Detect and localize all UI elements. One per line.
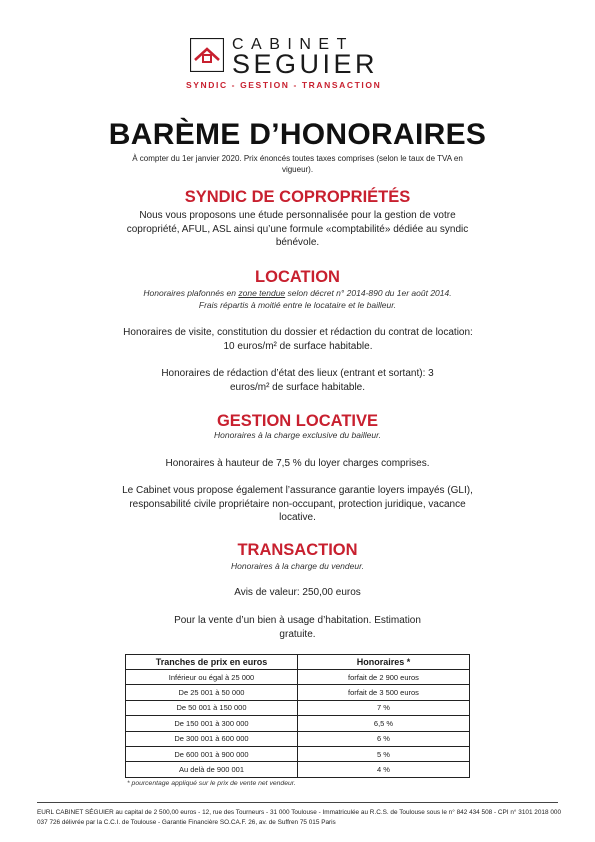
- table-cell-range: Au delà de 900 001: [126, 762, 298, 777]
- location-note-part1: Honoraires plafonnés en: [143, 288, 239, 298]
- location-note-part2: selon décret n° 2014-890 du 1er août 2014.: [285, 288, 452, 298]
- table-cell-fee: forfait de 3 500 euros: [298, 685, 470, 700]
- gestion-insurance: Le Cabinet vous propose également l’assurance garantie loyers impayés (GLI), responsabilité civile propriétaire non-occupant, protection juridique, vacance locative.: [122, 485, 473, 523]
- logo-tagline: SYNDIC - GESTION - TRANSACTION: [186, 80, 382, 90]
- location-visit-fee: Honoraires de visite, constitution du dossier et rédaction du contrat de location: 10 euros/m² de surface habitable.: [123, 327, 473, 352]
- footer-legal: EURL CABINET SÉGUIER au capital de 2 500,00 euros - 12, rue des Tourneurs - 31 000 Toulouse - Immatriculée au R.C.S. de Toulouse sous le n° 842 434 508 - CPI n° 3101 2018 000 037 726 délivrée par la C.C.I. de Toulouse - Garantie Financière SO.CA.F. 26, av. de Suffren 75 015 Paris: [37, 809, 561, 826]
- table-header-row: [126, 655, 470, 670]
- table-cell-range: De 25 001 à 50 000: [126, 685, 298, 700]
- header: [0, 38, 595, 94]
- table-cell-fee: forfait de 2 900 euros: [298, 670, 470, 685]
- page-subtitle: À compter du 1er janvier 2020. Prix énoncés toutes taxes comprises (selon le taux de TVA en vigueur).: [132, 154, 463, 174]
- logo-line2: SEGUIER: [232, 49, 379, 79]
- table-cell-range: De 600 001 à 900 000: [126, 746, 298, 761]
- table-cell-range: De 300 001 à 600 000: [126, 731, 298, 746]
- transaction-valuation: Avis de valeur: 250,00 euros: [234, 587, 361, 598]
- table-row: [126, 762, 470, 777]
- table-row: [126, 670, 470, 685]
- location-note-underlined: zone tendue: [238, 288, 286, 298]
- table-cell-fee: 7 %: [298, 700, 470, 715]
- syndic-heading: SYNDIC DE COPROPRIÉTÉS: [184, 188, 411, 206]
- table-cell-range: Inférieur ou égal à 25 000: [126, 670, 298, 685]
- table-row: [126, 731, 470, 746]
- location-inventory-fee: Honoraires de rédaction d’état des lieux (entrant et sortant): 3 euros/m² de surface habitable.: [161, 368, 434, 393]
- house-logo-icon: [190, 38, 224, 72]
- transaction-heading: TRANSACTION: [237, 541, 358, 559]
- table-cell-fee: 4 %: [298, 762, 470, 777]
- table-cell-fee: 6,5 %: [298, 716, 470, 731]
- table-row: [126, 685, 470, 700]
- table-header-fees: Honoraires *: [298, 655, 470, 670]
- logo-line1: CABINET: [232, 36, 354, 53]
- gestion-note: Honoraires à la charge exclusive du bailleur.: [214, 430, 381, 440]
- transaction-sale: Pour la vente d’un bien à usage d’habitation. Estimation gratuite.: [174, 615, 421, 640]
- gestion-fee: Honoraires à hauteur de 7,5 % du loyer charges comprises.: [165, 458, 430, 469]
- table-footnote: * pourcentage appliqué sur le prix de vente net vendeur.: [127, 780, 296, 787]
- footer-divider: [37, 802, 558, 803]
- table-cell-fee: 6 %: [298, 731, 470, 746]
- table-cell-fee: 5 %: [298, 746, 470, 761]
- table-header-price: Tranches de prix en euros: [126, 655, 298, 670]
- fees-table: [125, 654, 470, 778]
- location-note: [100, 288, 495, 299]
- table-row: [126, 700, 470, 715]
- table-row: [126, 716, 470, 731]
- gestion-heading: GESTION LOCATIVE: [216, 412, 379, 430]
- syndic-text: Nous vous proposons une étude personnalisée pour la gestion de votre copropriété, AFUL, ASL ainsi qu’une formule «comptabilité» dédiée au syndic bénévole.: [126, 210, 469, 248]
- transaction-note: Honoraires à la charge du vendeur.: [231, 561, 364, 571]
- table-row: [126, 746, 470, 761]
- location-note2: Frais répartis à moitié entre le locataire et le bailleur.: [198, 300, 397, 310]
- table-cell-range: De 50 001 à 150 000: [126, 700, 298, 715]
- table-cell-range: De 150 001 à 300 000: [126, 716, 298, 731]
- location-heading: LOCATION: [255, 268, 340, 286]
- page-title: BARÈME D’HONORAIRES: [108, 118, 487, 151]
